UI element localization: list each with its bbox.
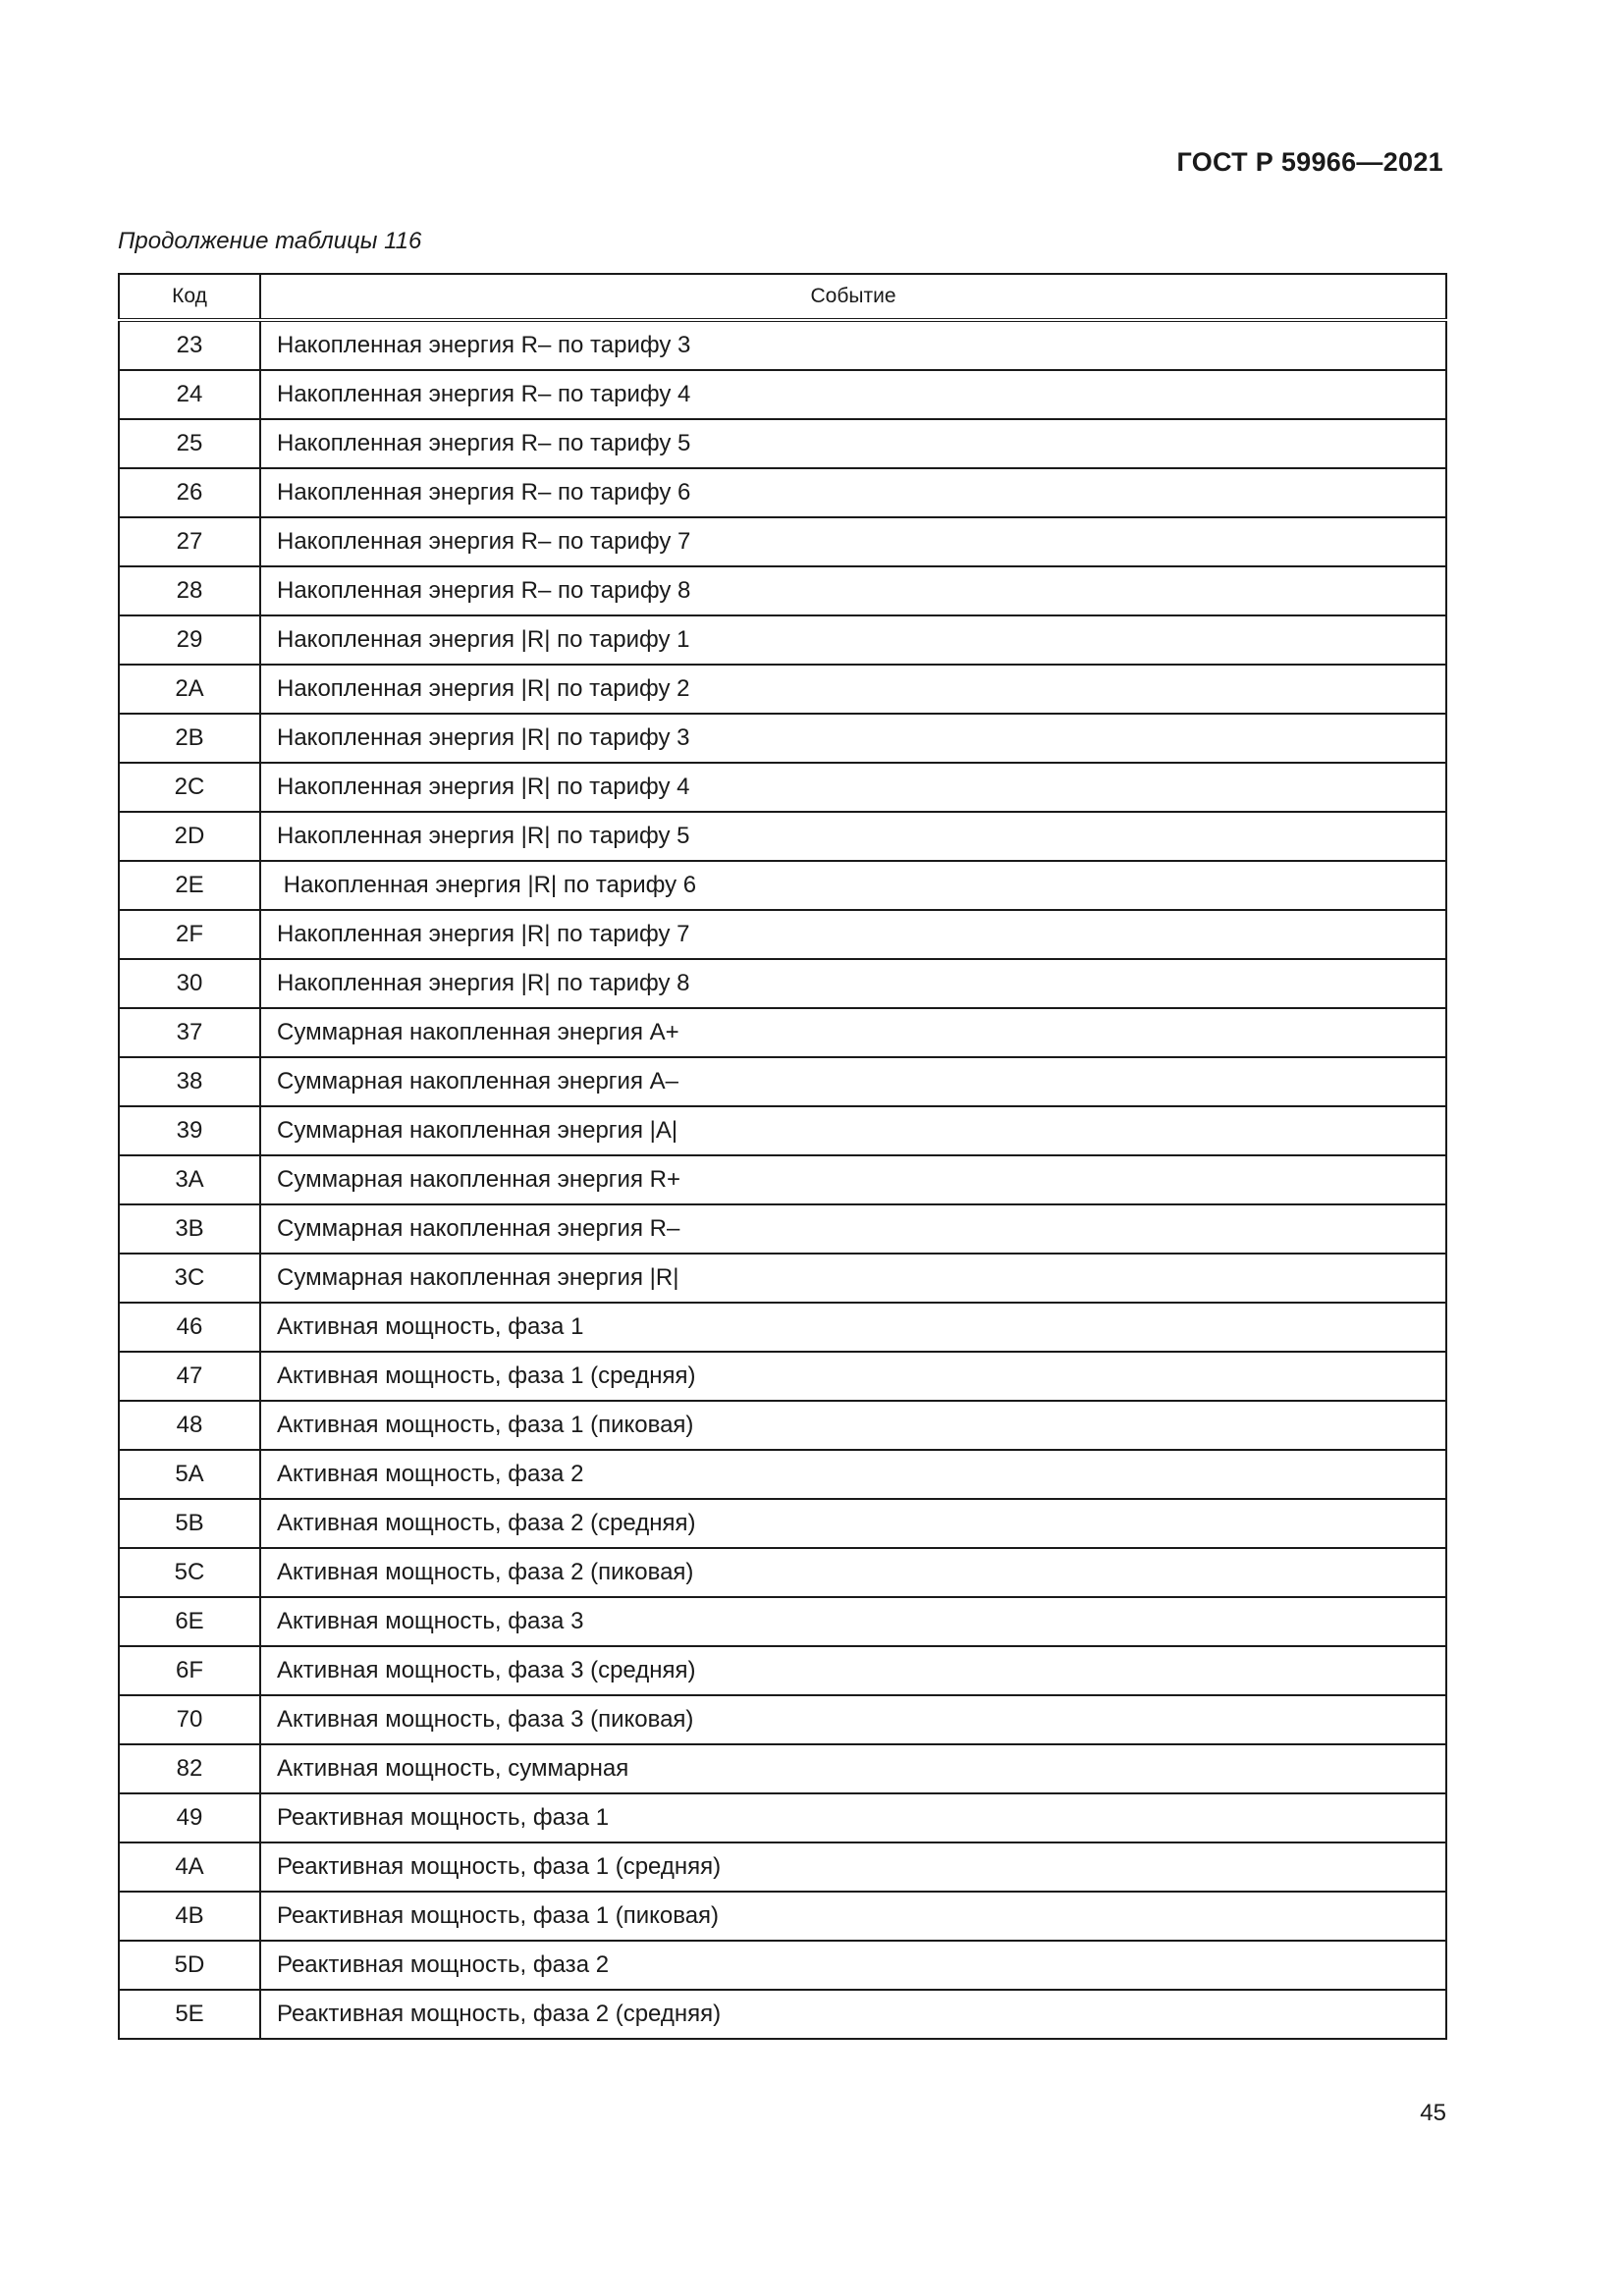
cell-event: Накопленная энергия |R| по тарифу 7 xyxy=(260,910,1446,959)
table-row xyxy=(119,468,1446,517)
table-row xyxy=(119,861,1446,910)
page-number: 45 xyxy=(1420,2100,1446,2126)
cell-code: 48 xyxy=(119,1401,260,1450)
cell-event: Активная мощность, суммарная xyxy=(260,1744,1446,1793)
table-row xyxy=(119,1499,1446,1548)
table-row xyxy=(119,320,1446,370)
cell-code: 23 xyxy=(119,320,260,370)
cell-code: 2F xyxy=(119,910,260,959)
cell-event: Накопленная энергия R– по тарифу 6 xyxy=(260,468,1446,517)
table-row xyxy=(119,1008,1446,1057)
cell-event: Накопленная энергия R– по тарифу 3 xyxy=(260,320,1446,370)
cell-code: 26 xyxy=(119,468,260,517)
table-row xyxy=(119,1548,1446,1597)
table-row xyxy=(119,910,1446,959)
cell-event: Активная мощность, фаза 2 xyxy=(260,1450,1446,1499)
cell-event: Суммарная накопленная энергия А– xyxy=(260,1057,1446,1106)
cell-event: Суммарная накопленная энергия |А| xyxy=(260,1106,1446,1155)
table-row xyxy=(119,1646,1446,1695)
cell-code: 4A xyxy=(119,1842,260,1892)
cell-code: 5B xyxy=(119,1499,260,1548)
cell-code: 2E xyxy=(119,861,260,910)
cell-code: 6E xyxy=(119,1597,260,1646)
cell-event: Активная мощность, фаза 3 xyxy=(260,1597,1446,1646)
cell-code: 5E xyxy=(119,1990,260,2039)
table-row xyxy=(119,1744,1446,1793)
table-row xyxy=(119,1892,1446,1941)
cell-event: Реактивная мощность, фаза 2 (средняя) xyxy=(260,1990,1446,2039)
cell-event: Накопленная энергия |R| по тарифу 5 xyxy=(260,812,1446,861)
events-table xyxy=(118,273,1447,2040)
table-row xyxy=(119,1155,1446,1204)
table-row xyxy=(119,665,1446,714)
cell-code: 3B xyxy=(119,1204,260,1254)
cell-event: Активная мощность, фаза 2 (средняя) xyxy=(260,1499,1446,1548)
cell-code: 29 xyxy=(119,615,260,665)
column-header-event: Событие xyxy=(260,274,1446,320)
cell-event: Активная мощность, фаза 3 (средняя) xyxy=(260,1646,1446,1695)
cell-event: Реактивная мощность, фаза 1 (средняя) xyxy=(260,1842,1446,1892)
table-row xyxy=(119,714,1446,763)
cell-code: 2C xyxy=(119,763,260,812)
cell-event: Активная мощность, фаза 1 (пиковая) xyxy=(260,1401,1446,1450)
cell-event: Накопленная энергия |R| по тарифу 2 xyxy=(260,665,1446,714)
table-row xyxy=(119,566,1446,615)
table-row xyxy=(119,812,1446,861)
cell-event: Реактивная мощность, фаза 2 xyxy=(260,1941,1446,1990)
cell-event: Суммарная накопленная энергия |R| xyxy=(260,1254,1446,1303)
table-row xyxy=(119,419,1446,468)
table-row xyxy=(119,1352,1446,1401)
cell-event: Суммарная накопленная энергия R+ xyxy=(260,1155,1446,1204)
cell-code: 28 xyxy=(119,566,260,615)
cell-code: 2D xyxy=(119,812,260,861)
cell-code: 47 xyxy=(119,1352,260,1401)
table-row xyxy=(119,1793,1446,1842)
table-row xyxy=(119,1303,1446,1352)
table-row xyxy=(119,1106,1446,1155)
cell-code: 27 xyxy=(119,517,260,566)
cell-event: Накопленная энергия |R| по тарифу 8 xyxy=(260,959,1446,1008)
cell-code: 5C xyxy=(119,1548,260,1597)
table-row xyxy=(119,1842,1446,1892)
cell-code: 24 xyxy=(119,370,260,419)
cell-code: 49 xyxy=(119,1793,260,1842)
cell-code: 46 xyxy=(119,1303,260,1352)
table-row xyxy=(119,1941,1446,1990)
cell-event: Накопленная энергия R– по тарифу 5 xyxy=(260,419,1446,468)
table-row xyxy=(119,370,1446,419)
cell-event: Накопленная энергия |R| по тарифу 6 xyxy=(260,861,1446,910)
cell-event: Накопленная энергия R– по тарифу 4 xyxy=(260,370,1446,419)
cell-code: 5D xyxy=(119,1941,260,1990)
table-caption: Продолжение таблицы 116 xyxy=(118,228,422,254)
table-row xyxy=(119,959,1446,1008)
cell-event: Активная мощность, фаза 2 (пиковая) xyxy=(260,1548,1446,1597)
cell-event: Активная мощность, фаза 1 xyxy=(260,1303,1446,1352)
table-row xyxy=(119,1695,1446,1744)
cell-event: Накопленная энергия |R| по тарифу 4 xyxy=(260,763,1446,812)
table-row xyxy=(119,1450,1446,1499)
cell-code: 3C xyxy=(119,1254,260,1303)
cell-event: Накопленная энергия R– по тарифу 7 xyxy=(260,517,1446,566)
cell-code: 4B xyxy=(119,1892,260,1941)
cell-event: Активная мощность, фаза 1 (средняя) xyxy=(260,1352,1446,1401)
cell-code: 39 xyxy=(119,1106,260,1155)
cell-code: 30 xyxy=(119,959,260,1008)
table-row xyxy=(119,1057,1446,1106)
cell-event: Реактивная мощность, фаза 1 xyxy=(260,1793,1446,1842)
table-row xyxy=(119,1401,1446,1450)
cell-code: 37 xyxy=(119,1008,260,1057)
cell-code: 70 xyxy=(119,1695,260,1744)
cell-event: Суммарная накопленная энергия R– xyxy=(260,1204,1446,1254)
column-header-code: Код xyxy=(119,274,260,320)
cell-event: Активная мощность, фаза 3 (пиковая) xyxy=(260,1695,1446,1744)
table-row xyxy=(119,1254,1446,1303)
table-row xyxy=(119,615,1446,665)
cell-code: 3A xyxy=(119,1155,260,1204)
cell-event: Накопленная энергия R– по тарифу 8 xyxy=(260,566,1446,615)
table-row xyxy=(119,517,1446,566)
table-row xyxy=(119,1597,1446,1646)
table-header-row xyxy=(119,274,1446,320)
cell-event: Накопленная энергия |R| по тарифу 3 xyxy=(260,714,1446,763)
cell-event: Суммарная накопленная энергия А+ xyxy=(260,1008,1446,1057)
cell-code: 6F xyxy=(119,1646,260,1695)
cell-code: 2B xyxy=(119,714,260,763)
cell-code: 2A xyxy=(119,665,260,714)
cell-event: Накопленная энергия |R| по тарифу 1 xyxy=(260,615,1446,665)
cell-code: 5A xyxy=(119,1450,260,1499)
table-row xyxy=(119,1204,1446,1254)
cell-event: Реактивная мощность, фаза 1 (пиковая) xyxy=(260,1892,1446,1941)
table-row xyxy=(119,1990,1446,2039)
document-id: ГОСТ Р 59966—2021 xyxy=(1176,147,1443,177)
cell-code: 25 xyxy=(119,419,260,468)
cell-code: 82 xyxy=(119,1744,260,1793)
cell-code: 38 xyxy=(119,1057,260,1106)
table-row xyxy=(119,763,1446,812)
